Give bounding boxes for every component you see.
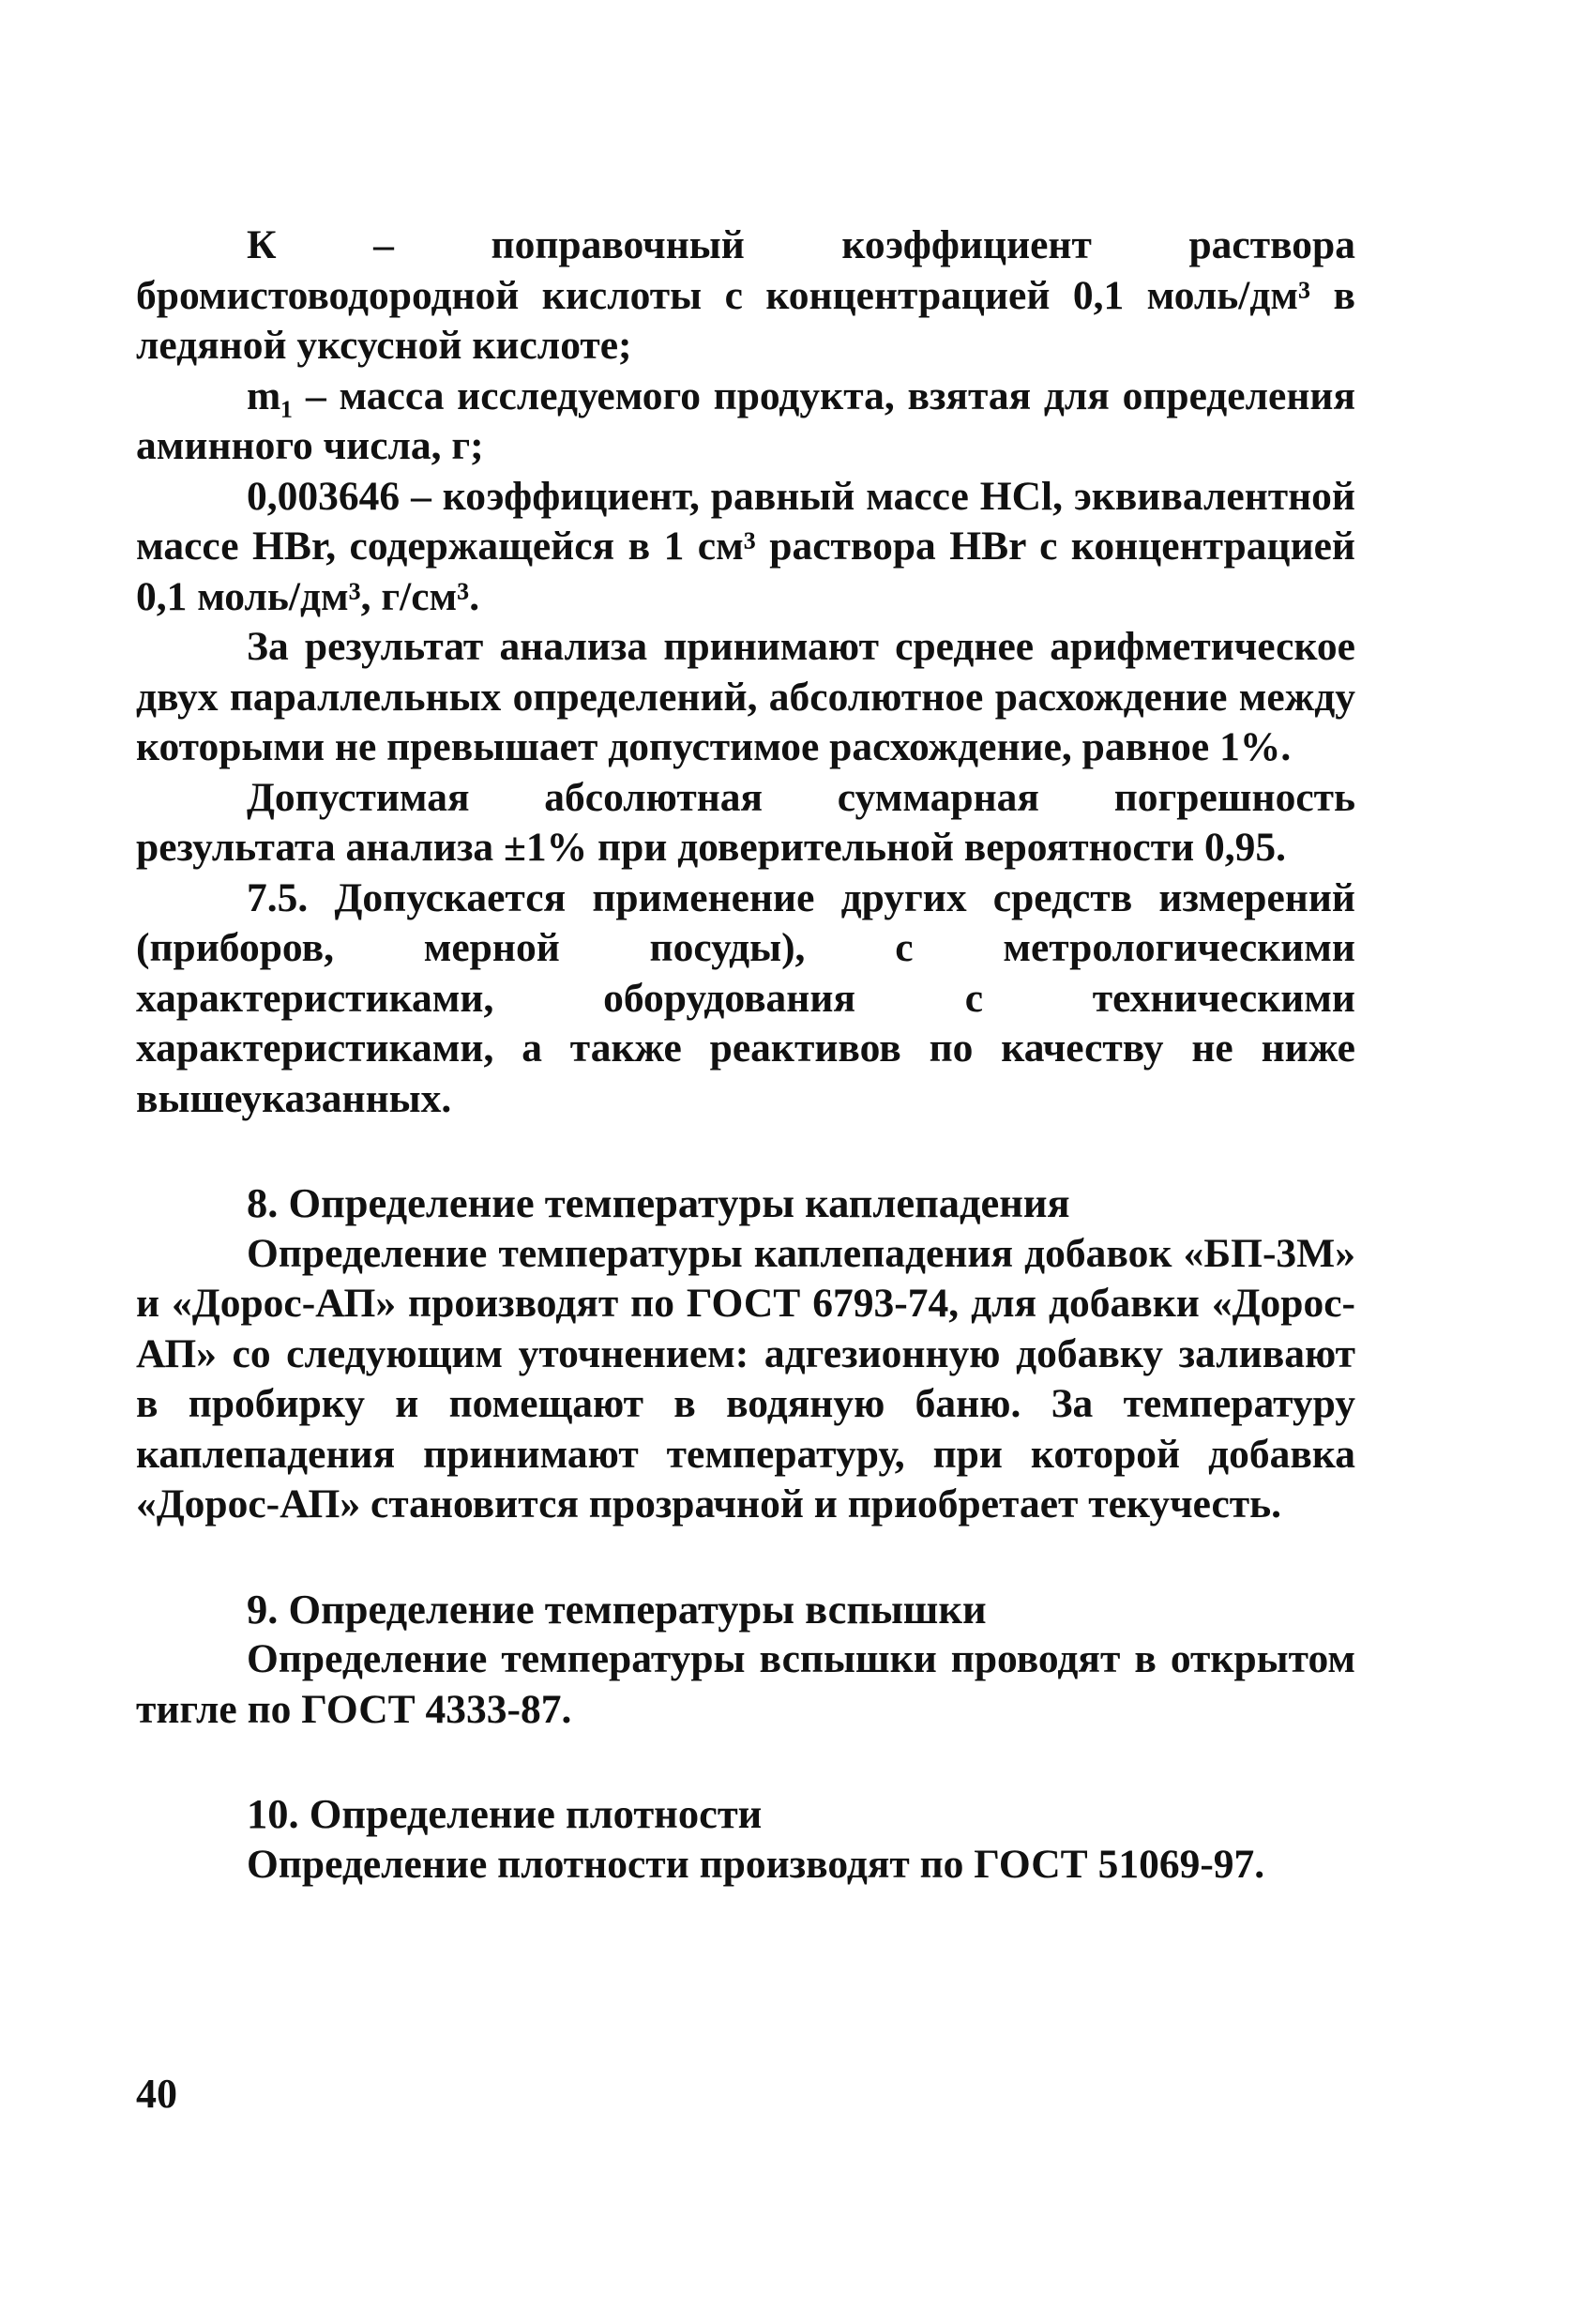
section-heading-10: 10. Определение плотности xyxy=(247,1790,763,1837)
section-body-9: Определение температуры вспышки проводят в открытом тигле по ГОСТ 4333-87. xyxy=(136,1636,1355,1732)
section-body-8: Определение температуры каплепадения добавок «БП-3М» и «Дорос-АП» производят по ГОСТ 6793-74, для добавки «Дорос-АП» со следующим уточнением: адгезионную добавку заливают в пробирку и помещают в водяную баню. За температуру каплепадения принимают температуру, при которой добавка «Дорос-АП» становится прозрачной и приобретает текучесть. xyxy=(136,1230,1355,1527)
section-heading-8: 8. Определение температуры каплепадения xyxy=(247,1179,1070,1226)
paragraph-7-5: 7.5. Допускается применение других средств измерений (приборов, мерной посуды), с метрологическими характеристиками, оборудования с техническими характеристиками, а также реактивов по качеству не ниже вышеуказанных. xyxy=(136,874,1355,1121)
paragraph-m1-mass: m₁ – масса исследуемого продукта, взятая для определения аминного числа, г; xyxy=(136,372,1355,468)
page-number: 40 xyxy=(136,2071,177,2117)
paragraph-error-tolerance: Допустимая абсолютная суммарная погрешность результата анализа ±1% при доверительной вероятности 0,95. xyxy=(136,774,1355,870)
section-heading-9: 9. Определение температуры вспышки xyxy=(247,1585,987,1633)
document-page xyxy=(136,220,1355,1890)
paragraph-k-coefficient: К – поправочный коэффициент раствора бромистоводородной кислоты с концентрацией 0,1 моль/дм³ в ледяной уксусной кислоте; xyxy=(136,222,1355,368)
paragraph-coefficient-hcl: 0,003646 – коэффициент, равный массе HCl, эквивалентной массе HBr, содержащейся в 1 см³ раствора HBr с концентрацией 0,1 моль/дм³, г/см³. xyxy=(136,473,1355,619)
section-body-10: Определение плотности производят по ГОСТ 51069-97. xyxy=(247,1841,1265,1887)
paragraph-result-analysis: За результат анализа принимают среднее арифметическое двух параллельных определений, абсолютное расхождение между которыми не превышает допустимое расхождение, равное 1%. xyxy=(136,624,1355,769)
